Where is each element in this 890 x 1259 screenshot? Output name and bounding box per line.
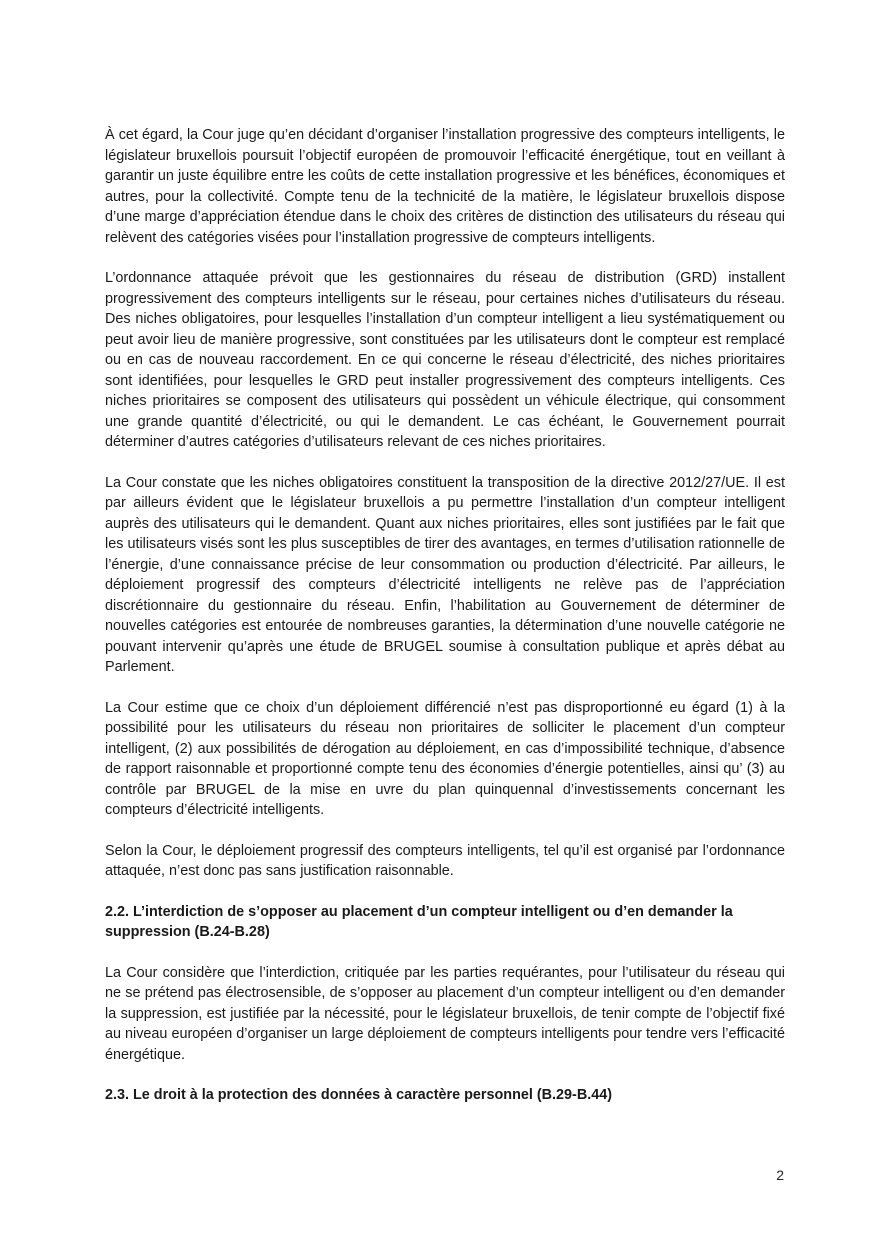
page-number: 2 xyxy=(776,1167,784,1183)
paragraph-conclusion: Selon la Cour, le déploiement progressif des compteurs intelligents, tel qu’il est organisé par l’ordonnance attaquée, n’est donc pas sans justification raisonnable. xyxy=(105,842,785,879)
paragraph-proportionality: La Cour estime que ce choix d’un déploiement différencié n’est pas disproportionné eu égard (1) à la possibilité pour les utilisateurs du réseau non prioritaires de solliciter le placement d’un compteur intelligent, (2) aux possibilités de dérogation au déploiement, en cas d’impossibilité technique, d’absence de rapport raisonnable et proportionné compte tenu des économies d’énergie potentielles, ainsi qu’ (3) au contrôle par BRUGEL de la mise en uvre du plan quinquennal d’investissements concernant les compteurs d’électricité intelligents. xyxy=(105,699,785,818)
paragraph-court-finding-niches: La Cour constate que les niches obligatoires constituent la transposition de la directive 2012/27/UE. Il est par ailleurs évident que le législateur bruxellois a pu permettre l’installation d’un compteur intelligent auprès des utilisateurs qui le demandent. Quant aux niches prioritaires, elles sont justifiées par le fait que les utilisateurs visés sont les plus susceptibles de tirer des avantages, en termes d’utilisation rationnelle de l’énergie, d’une connaissance précise de leur consommation ou production d’électricité. Par ailleurs, le déploiement progressif des compteurs d’électricité intelligents ne relève pas de l’appréciation discrétionnaire du gestionnaire du réseau. Enfin, l’habilitation au Gouvernement de déterminer de nouvelles catégories est entourée de nombreuses garanties, la détermination d’une nouvelle catégorie ne pouvant intervenir qu’après une étude de BRUGEL soumise à consultation publique et après débat au Parlement. xyxy=(105,474,785,675)
paragraph-interdiction: La Cour considère que l’interdiction, critiquée par les parties requérantes, pour l’utilisateur du réseau qui ne se prétend pas électrosensible, de s’opposer au placement d’un compteur intelligent ou d’en demander la suppression, est justifiée par la nécessité, pour le législateur bruxellois, de tenir compte de l’objectif fixé au niveau européen d’organiser un large déploiement de compteurs intelligents pour tendre vers l’efficacité énergétique. xyxy=(105,964,785,1063)
section-heading-2-2: 2.2. L’interdiction de s’opposer au placement d’un compteur intelligent ou d’en demander la suppression (B.24-B.28) xyxy=(105,903,733,940)
document-page xyxy=(105,125,785,1126)
paragraph-court-judgment-intro: À cet égard, la Cour juge qu’en décidant d’organiser l’installation progressive des compteurs intelligents, le législateur bruxellois poursuit l’objectif européen de promouvoir l’efficacité énergétique, tout en veillant à garantir un juste équilibre entre les coûts de cette installation progressive et les bénéfices, économiques et autres, pour la collectivité. Compte tenu de la technicité de la matière, le législateur bruxellois dispose d’une marge d’appréciation étendue dans le choix des critères de distinction des utilisateurs du réseau qui relèvent des catégories visées pour l’installation progressive de compteurs intelligents. xyxy=(105,127,785,246)
section-heading-2-3: 2.3. Le droit à la protection des données à caractère personnel (B.29-B.44) xyxy=(105,1087,613,1103)
paragraph-ordinance-niches: L’ordonnance attaquée prévoit que les gestionnaires du réseau de distribution (GRD) installent progressivement des compteurs intelligents sur le réseau, pour certaines niches d’utilisateurs du réseau. Des niches obligatoires, pour lesquelles l’installation d’un compteur intelligent a lieu systématiquement ou peut avoir lieu de manière progressive, sont constituées par les utilisateurs dont le compteur est remplacé ou en cas de nouveau raccordement. En ce qui concerne le réseau d’électricité, des niches prioritaires sont identifiées, pour lesquelles le GRD peut installer progressivement des compteurs intelligents. Ces niches prioritaires se composent des utilisateurs qui possèdent un véhicule électrique, qui consomment une grande quantité d’électricité, ou qui le demandent. Le cas échéant, le Gouvernement pourrait déterminer d’autres catégories d’utilisateurs relevant de ces niches prioritaires. xyxy=(105,270,785,450)
